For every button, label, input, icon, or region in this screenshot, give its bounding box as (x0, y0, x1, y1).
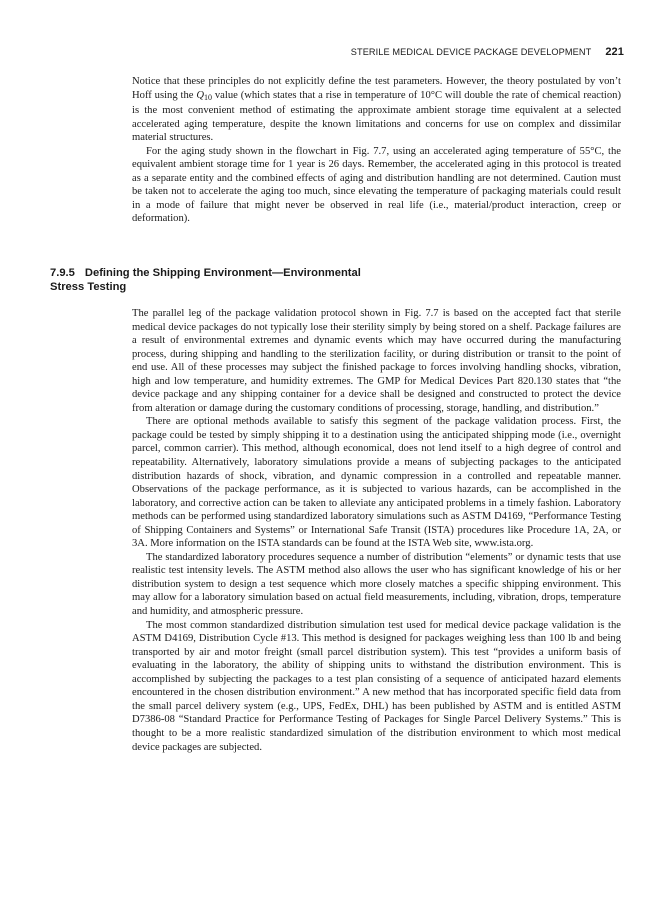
section-title-line1: Defining the Shipping Environment—Environmental (84, 267, 361, 279)
paragraph-text: Notice that these principles do not explicitly define the test parameters. However, the theory postulated by von’t Hoff using the (132, 76, 621, 101)
paragraph: The standardized laboratory procedures sequence a number of distribution “elements” or dynamic tests that use realistic test intensity levels. The ASTM method also allows the user who has significant knowledge of his or her distribution system to design a test sequence which more closely matches a specific shipping environment. This may allow for a laboratory simulation based on actual field measurements, including, vibration, drops, temperature and humidity, and atmospheric pressure. (132, 551, 621, 618)
section-heading (50, 267, 470, 294)
paragraph (132, 75, 621, 145)
paragraph: For the aging study shown in the flowchart in Fig. 7.7, using an accelerated aging temperature of 55°C, the equivalent ambient storage time for 1 year is 26 days. Remember, the accelerated aging in this protocol is treated as a separate entity and the combined effects of aging and distribution handling are not determined. Caution must be taken not to accelerate the aging too much, since elevating the temperature of packaging materials could result in a mode of failure that might never be observed in real life (i.e., material/product interaction, creep or deformation). (132, 145, 621, 225)
q10-symbol: $Q_{10}$ (196, 89, 212, 102)
q10-subscript: 10 (204, 92, 212, 102)
page-number: 221 (605, 46, 624, 58)
paragraph: The most common standardized distribution simulation test used for medical device package validation is the ASTM D4169, Distribution Cycle #13. This method is designed for packages weighing less than 100 lb and being transported by air and motor freight (small parcel distribution system). This test “provides a uniform basis of evaluating in the laboratory, the ability of shipping units to withstand the distribution environment. This is accomplished by subjecting the packages to a test plan consisting of a sequence of anticipated hazard elements encountered in the chosen distribution environment.” A new method that has incorporated specific field data from the small parcel delivery system (e.g., UPS, FedEx, DHL) has been published by ASTM and is entitled ASTM D7386-08 “Standard Practice for Performance Testing of Packages for Single Parcel Delivery Systems.” This is thought to be a more realistic standardized simulation of the distribution environment to which most medical device packages are subjected. (132, 619, 621, 753)
section-number: 7.9.5 (50, 267, 75, 279)
section-heading-line (50, 267, 470, 281)
paragraph: There are optional methods available to satisfy this segment of the package validation process. First, the package could be tested by simply shipping it to a destination using the anticipated shipping mode (i.e., overnight parcel, common carrier). This method, although economical, does not lend itself to a high degree of control and repeatability. Alternatively, laboratory simulations provide a means of subjecting packages to the anticipated distribution hazards of shock, vibration, and dynamic compression in a controlled and repeatable manner. Observations of the package performance, as it is subjected to various hazards, can be accomplished in the laboratory, and corrective action can be taken to alleviate any anticipated problems in a timely fashion. Laboratory methods can be performed using standardized laboratory simulations such as ASTM D4169, “Performance Testing of Shipping Containers and Systems” or International Safe Transit (ISTA) procedures like Procedure 1A, 2A, or 3A. More information on the ISTA standards can be found at the ISTA Web site, www.ista.org. (132, 416, 621, 550)
section-title-line2: Stress Testing (50, 280, 127, 293)
intro-text-block (132, 75, 621, 226)
paragraph-text: value (which states that a rise in temperature of 10°C will double the rate of chemical reaction) is the most convenient method of estimating the approximate ambient storage time equivalent at a selected accelerated aging temperature, despite the known limitations and concerns for use on complex and dissimilar material structures. (132, 89, 621, 144)
paragraph: The parallel leg of the package validation protocol shown in Fig. 7.7 is based on the accepted fact that sterile medical device packages do not typically lose their sterility simply by being stored on a shelf. Package failures are a result of environmental extremes and dynamic events which may have occurred during the manufacturing process, during shipping and handling to the sterilization facility, or during distribution or transit to the point of end use. All of these processes may subject the finished package to forces involving handling shocks, vibration, high and low temperature, and humidity extremes. The GMP for Medical Devices Part 820.130 states that “the device package and any shipping container for a device shall be designed and constructed to protect the device from alteration or damage during the customary conditions of processing, storage, handling, and distribution.” (132, 308, 621, 414)
running-header (0, 46, 624, 58)
running-title: STERILE MEDICAL DEVICE PACKAGE DEVELOPMENT (350, 47, 592, 57)
section-text-block (132, 307, 621, 754)
